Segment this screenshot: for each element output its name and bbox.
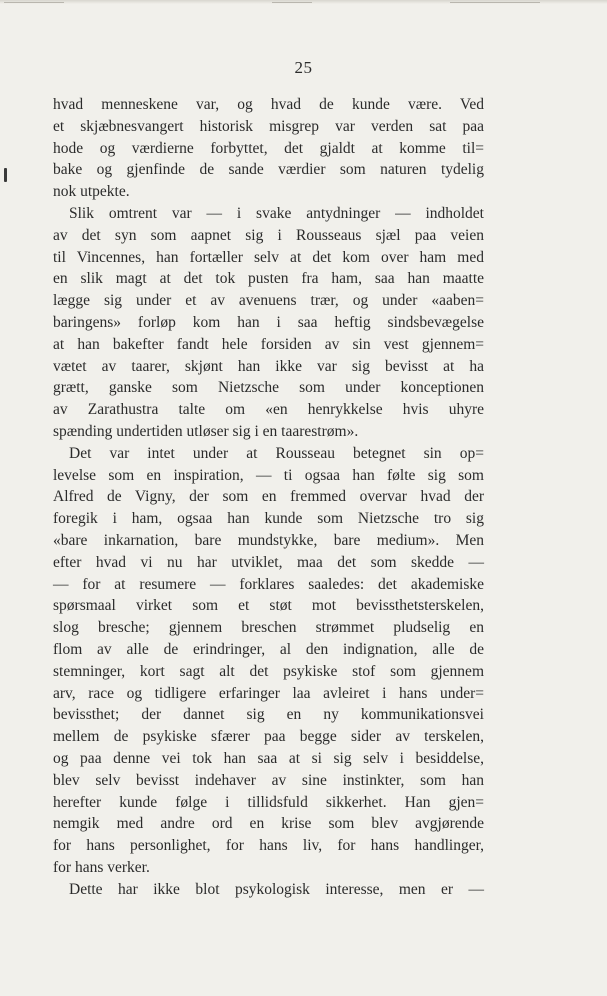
text-line: spænding undertiden utløser sig i en taarestrøm». xyxy=(53,422,359,440)
text-line: foregik i ham, ogsaa han kunde som Nietzsche tro sig xyxy=(53,510,484,528)
text-line: at han bakefter fandt hele forsiden av sin vest gjennem= xyxy=(53,335,484,353)
text-line: spørsmaal virket som et støt mot bevissthetsterskelen, xyxy=(53,597,484,615)
text-line: til Vincennes, han fortæller selv at det kom over ham med xyxy=(53,248,484,266)
text-line: levelse som en inspiration, — ti ogsaa han følte sig som xyxy=(53,466,484,484)
text-line: av det syn som aapnet sig i Rousseaus sjæl paa veien xyxy=(53,226,484,244)
text-line: vætet av taarer, skjønt han ikke var sig bevisst at ha xyxy=(53,357,484,375)
text-line: nemgik med andre ord en krise som blev avgjørende xyxy=(53,815,484,833)
text-line: grætt, ganske som Nietzsche som under konceptionen xyxy=(53,379,484,397)
body-text xyxy=(53,94,484,900)
text-line: flom av alle de erindringer, al den indignation, alle de xyxy=(53,640,484,658)
text-line: Det var intet under at Rousseau betegnet sin op= xyxy=(69,444,484,462)
text-line: en slik magt at det tok pusten fra ham, saa han maatte xyxy=(53,270,484,288)
text-line: «bare inkarnation, bare mundstykke, bare medium». Men xyxy=(53,531,484,549)
top-edge-mark xyxy=(4,2,64,3)
text-line: slog bresche; gjennem breschen strømmet pludselig en xyxy=(53,619,484,637)
text-line: — for at resumere — forklares saaledes: det akademiske xyxy=(53,575,484,593)
text-line: bake og gjenfinde de sande værdier som naturen tydelig xyxy=(53,161,484,179)
text-line: lægge sig under et av avenuens trær, og under «aaben= xyxy=(53,292,484,310)
text-line: Slik omtrent var — i svake antydninger — indholdet xyxy=(69,204,484,222)
top-edge-mark xyxy=(450,2,540,3)
top-edge-mark xyxy=(272,2,312,3)
text-line: blev selv bevisst indehaver av sine instinkter, som han xyxy=(53,771,484,789)
text-line: hvad menneskene var, og hvad de kunde være. Ved xyxy=(53,96,484,113)
text-line: for hans verker. xyxy=(53,858,150,876)
text-line: av Zarathustra talte om «en henrykkelse hvis uhyre xyxy=(53,401,484,419)
page-number: 25 xyxy=(294,58,313,77)
text-line: nok utpekte. xyxy=(53,183,130,201)
text-line: et skjæbnesvangert historisk misgrep var verden sat paa xyxy=(53,117,484,135)
text-line: hode og værdierne forbyttet, det gjaldt at komme til= xyxy=(53,139,484,157)
text-line: mellem de psykiske sfærer paa begge sider av terskelen, xyxy=(53,728,484,746)
text-line: og paa denne vei tok han saa at si sig selv i besiddelse, xyxy=(53,749,484,767)
text-line: bevissthet; der dannet sig en ny kommunikationsvei xyxy=(53,706,484,724)
text-line: for hans personlighet, for hans liv, for hans handlinger, xyxy=(53,837,484,855)
text-line: arv, race og tidligere erfaringer laa avleiret i hans under= xyxy=(53,684,484,702)
text-line: herefter kunde følge i tillidsfuld sikkerhet. Han gjen= xyxy=(53,793,484,811)
text-line: Alfred de Vigny, der som en fremmed overvar hvad der xyxy=(53,488,484,506)
margin-speck xyxy=(4,168,7,182)
text-line: baringens» forløp kom han i saa heftig sindsbevægelse xyxy=(53,313,484,331)
text-line: stemninger, kort sagt alt det psykiske stof som gjennem xyxy=(53,662,484,680)
text-line: efter hvad vi nu har utviklet, maa det som skedde — xyxy=(53,553,484,571)
text-line: Dette har ikke blot psykologisk interesse, men er — xyxy=(69,880,484,898)
